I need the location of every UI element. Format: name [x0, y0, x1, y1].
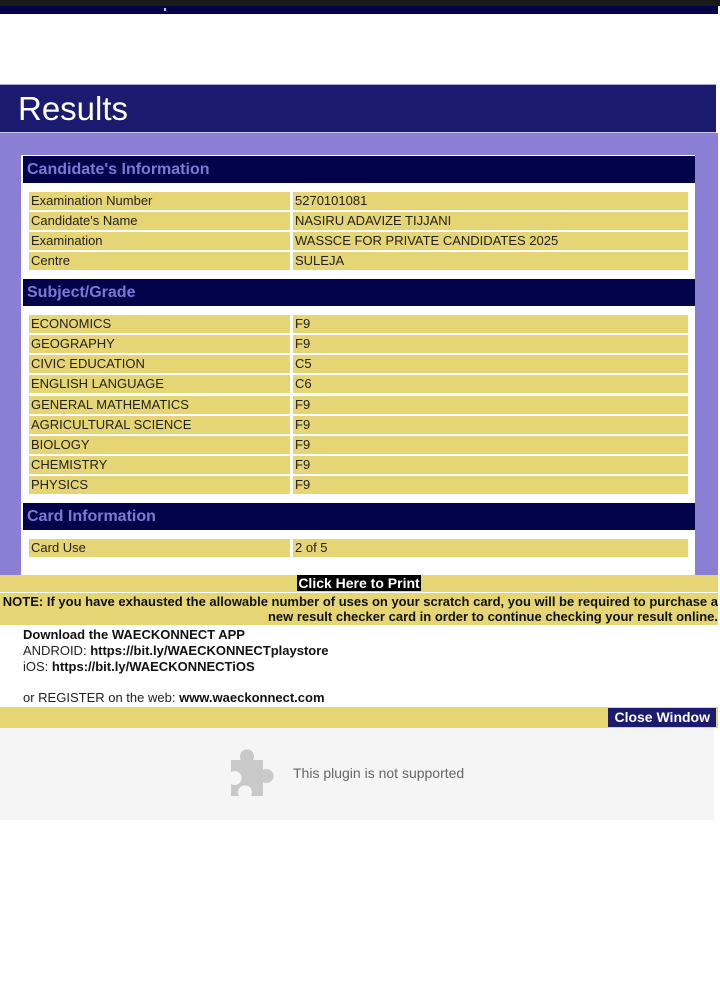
subject-name: GENERAL MATHEMATICS: [29, 396, 290, 414]
ios-link[interactable]: https://bit.ly/WAECKONNECTiOS: [51, 659, 255, 674]
nav-marker: [164, 8, 166, 11]
ios-label: iOS:: [23, 659, 49, 674]
field-value: 5270101081: [293, 192, 688, 210]
candidate-info-row: [29, 252, 688, 270]
ios-line: [23, 659, 255, 674]
subject-row: [29, 335, 688, 353]
subject-name: AGRICULTURAL SCIENCE: [29, 416, 290, 434]
register-line: [23, 690, 325, 705]
candidate-info-row: [29, 232, 688, 250]
plugin-message: This plugin is not supported: [293, 765, 465, 781]
subject-grade: F9: [293, 396, 688, 414]
subject-grade: F9: [293, 476, 688, 494]
subject-grade: C5: [293, 355, 688, 373]
subject-grade: F9: [293, 456, 688, 474]
subject-grade: F9: [293, 416, 688, 434]
subject-grade: F9: [293, 315, 688, 333]
bottom-bar: [0, 707, 718, 728]
subject-row: [29, 375, 688, 393]
top-nav-strip: [0, 6, 718, 14]
note-line-1: If you have exhausted the allowable number of uses on your scratch card, you will be required to purchase a: [46, 594, 718, 609]
register-label: or REGISTER on the web:: [23, 690, 176, 705]
subject-grade-heading: Subject/Grade: [23, 279, 695, 306]
field-label: Examination Number: [29, 192, 290, 210]
note-banner: [0, 593, 718, 625]
field-label: Card Use: [29, 539, 290, 557]
subject-name: CHEMISTRY: [29, 456, 290, 474]
field-label: Examination: [29, 232, 290, 250]
results-header: [0, 84, 716, 133]
field-label: Candidate's Name: [29, 212, 290, 230]
subject-name: BIOLOGY: [29, 436, 290, 454]
subject-row: [29, 315, 688, 333]
plugin-placeholder: [0, 728, 714, 820]
subject-row: [29, 436, 688, 454]
subject-grade: F9: [293, 335, 688, 353]
subject-row: [29, 355, 688, 373]
subject-grade: F9: [293, 436, 688, 454]
subject-row: [29, 416, 688, 434]
field-label: Centre: [29, 252, 290, 270]
note-line-2: new result checker card in order to continue checking your result online.: [267, 609, 718, 624]
page-title: Results: [18, 90, 129, 127]
subject-name: ECONOMICS: [29, 315, 290, 333]
subject-row: [29, 456, 688, 474]
print-bar: [0, 575, 718, 592]
candidate-info-row: [29, 192, 688, 210]
subject-name: ENGLISH LANGUAGE: [29, 375, 290, 393]
subject-name: PHYSICS: [29, 476, 290, 494]
subject-grade: C6: [293, 375, 688, 393]
print-button[interactable]: Click Here to Print: [298, 575, 420, 591]
note-prefix: NOTE:: [2, 594, 44, 609]
candidate-info-heading: Candidate's Information: [23, 156, 695, 183]
card-use-value: 2 of 5: [293, 539, 688, 557]
card-info-heading: Card Information: [23, 503, 695, 530]
register-link[interactable]: www.waeckonnect.com: [179, 690, 325, 705]
subject-name: GEOGRAPHY: [29, 335, 290, 353]
field-value: SULEJA: [293, 252, 688, 270]
android-label: ANDROID:: [23, 643, 87, 658]
card-info-row: [29, 539, 688, 557]
download-heading-text: Download the WAECKONNECT APP: [23, 627, 245, 642]
subject-row: [29, 396, 688, 414]
candidate-info-row: [29, 212, 688, 230]
android-link[interactable]: https://bit.ly/WAECKONNECTplaystore: [90, 643, 329, 658]
subject-name: CIVIC EDUCATION: [29, 355, 290, 373]
field-value: NASIRU ADAVIZE TIJJANI: [293, 212, 688, 230]
download-heading: [23, 627, 245, 642]
subject-row: [29, 476, 688, 494]
puzzle-piece-icon: [227, 748, 279, 798]
field-value: WASSCE FOR PRIVATE CANDIDATES 2025: [293, 232, 688, 250]
close-window-button[interactable]: Close Window: [608, 708, 716, 727]
android-line: [23, 643, 329, 658]
